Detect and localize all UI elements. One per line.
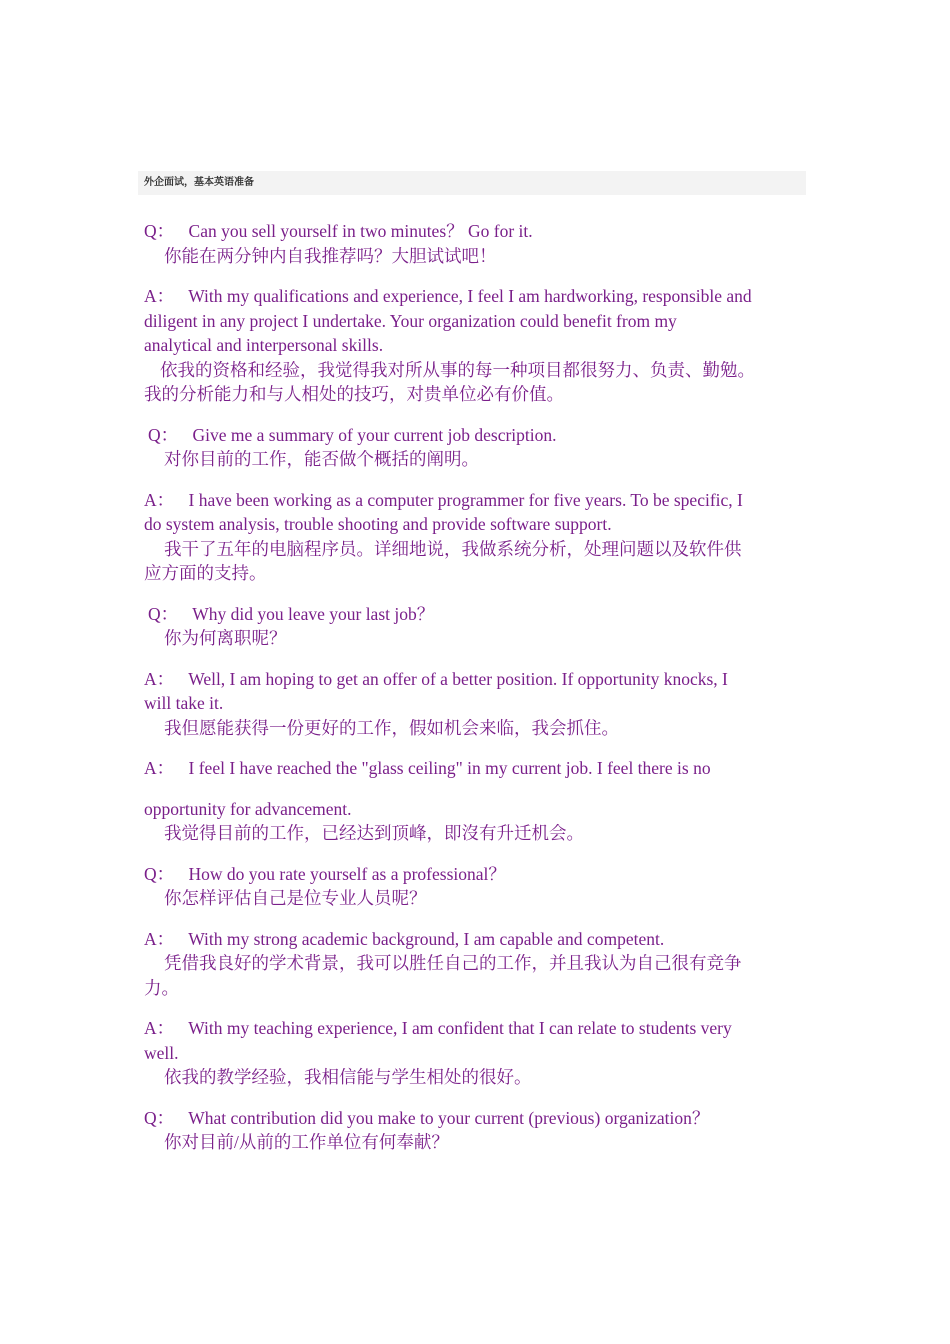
answer-zh-line: 依我的资格和经验，我觉得我对所从事的每一种项目都很努力、负责、勤勉。 <box>160 359 755 380</box>
qa-answer <box>144 927 808 1001</box>
question-prefix: Q： <box>148 603 179 624</box>
paragraph-gap <box>144 781 808 797</box>
question-zh: 你为何离职呢？ <box>164 628 287 648</box>
answer-en-line: Well, I am hoping to get an offer of a better position. If opportunity knocks, I <box>188 668 728 689</box>
answer-en-line: I have been working as a computer programmer for five years. To be specific, I <box>188 489 743 510</box>
answer-zh-line: 我觉得目前的工作，已经达到顶峰，即沒有升迁机会。 <box>164 823 584 843</box>
question-en: Why did you leave your last job？ <box>192 603 435 624</box>
answer-prefix: A： <box>144 668 175 689</box>
question-prefix: Q： <box>144 863 175 884</box>
question-en: Can you sell yourself in two minutes？ Go for it. <box>188 221 533 241</box>
answer-en-line: diligent in any project I undertake. Your organization could benefit from my <box>144 310 677 331</box>
question-prefix: Q： <box>144 221 175 241</box>
question-zh: 你能在两分钟内自我推荐吗？大胆试试吧！ <box>164 245 497 266</box>
answer-prefix: A： <box>144 489 175 510</box>
answer-en-line: With my teaching experience, I am confident that I can relate to students very <box>188 1018 732 1038</box>
answer-en-line: do system analysis, trouble shooting and provide software support. <box>144 514 612 534</box>
qa-answer <box>144 284 808 407</box>
qa-question <box>144 862 808 911</box>
qa-answer <box>144 488 808 586</box>
document-header-bar <box>138 171 806 195</box>
question-en: What contribution did you make to your current (previous) organization？ <box>188 1107 710 1128</box>
answer-prefix: A： <box>144 286 175 306</box>
question-en: How do you rate yourself as a professional？ <box>188 863 506 884</box>
answer-prefix: A： <box>144 928 175 949</box>
answer-zh-line: 我但愿能获得一份更好的工作，假如机会来临，我会抓住。 <box>164 717 619 738</box>
answer-en-line: analytical and interpersonal skills. <box>144 335 384 355</box>
answer-zh-line: 力。 <box>144 977 179 998</box>
answer-prefix: A： <box>144 1018 175 1038</box>
answer-zh-line: 应方面的支持。 <box>144 563 267 583</box>
question-prefix: Q： <box>148 424 179 445</box>
qa-answer <box>144 1016 808 1090</box>
answer-zh-line: 凭借我良好的学术背景，我可以胜任自己的工作，并且我认为自己很有竞争 <box>164 953 742 973</box>
answer-en-line: I feel I have reached the "glass ceiling" in my current job. I feel there is no <box>188 758 711 778</box>
qa-answer <box>144 756 808 846</box>
question-en: Give me a summary of your current job description. <box>192 424 557 445</box>
answer-zh-line: 依我的教学经验，我相信能与学生相处的很好。 <box>164 1067 532 1087</box>
answer-en-line: will take it. <box>144 693 224 713</box>
question-zh: 你对目前/从前的工作单位有何奉献？ <box>164 1132 449 1152</box>
qa-question <box>144 602 808 651</box>
qa-question <box>144 1106 808 1155</box>
qa-content <box>144 219 808 1171</box>
qa-question <box>144 219 808 268</box>
qa-question <box>144 423 808 472</box>
answer-en-line: With my qualifications and experience, I feel I am hardworking, responsible and <box>188 286 752 306</box>
answer-zh-line: 我干了五年的电脑程序员。详细地说，我做系统分析，处理问题以及软件供 <box>164 538 742 559</box>
answer-en-line: well. <box>144 1042 179 1063</box>
document-title: 外企面试，基本英语准备 <box>144 177 254 188</box>
answer-en-line: opportunity for advancement. <box>144 798 352 819</box>
answer-prefix: A： <box>144 758 175 778</box>
question-zh: 你怎样评估自己是位专业人员呢？ <box>164 888 427 908</box>
question-zh: 对你目前的工作，能否做个概括的阐明。 <box>164 449 479 469</box>
answer-zh-line: 我的分析能力和与人相处的技巧，对贵单位必有价值。 <box>144 384 564 404</box>
question-prefix: Q： <box>144 1107 175 1128</box>
answer-en-line: With my strong academic background, I am capable and competent. <box>188 928 665 949</box>
qa-answer <box>144 667 808 741</box>
